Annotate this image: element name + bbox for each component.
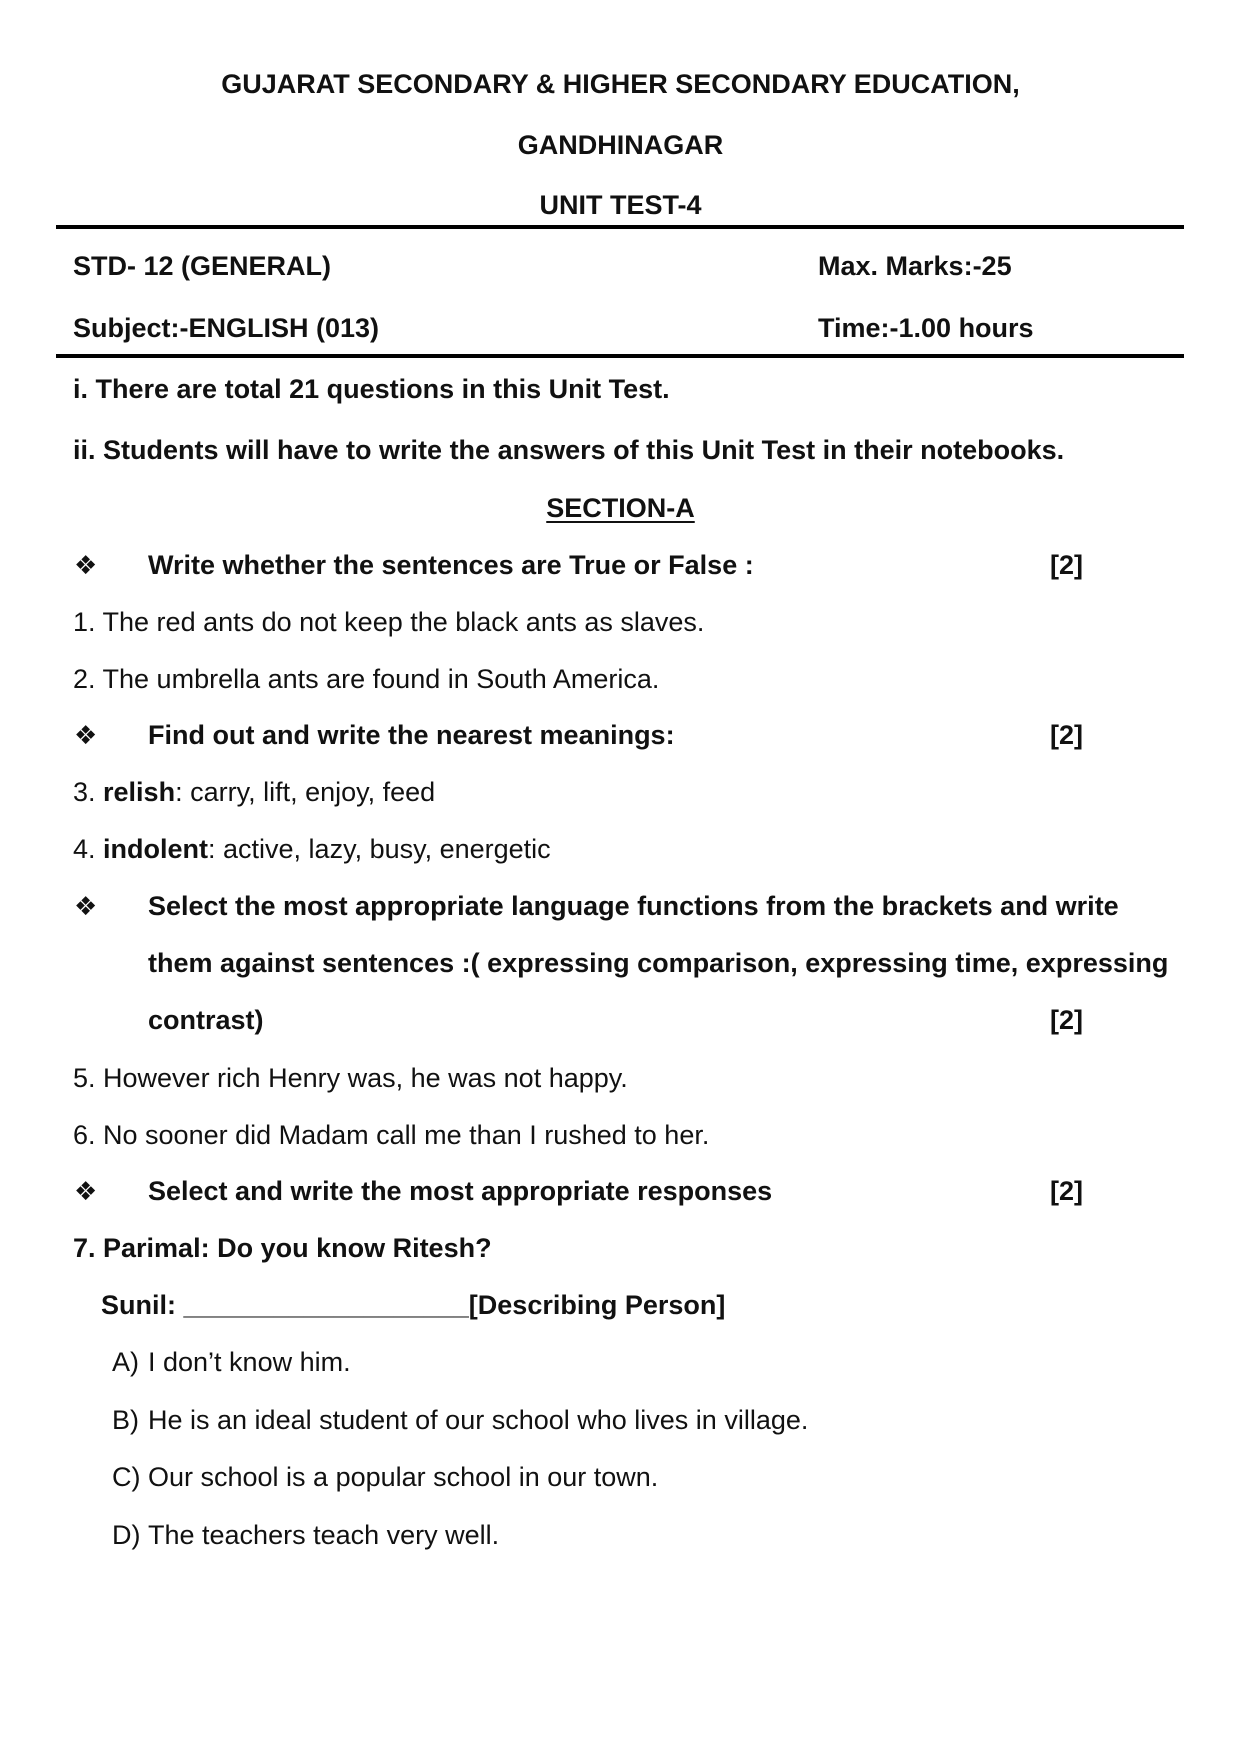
diamond-bullet-icon: ❖ (74, 720, 98, 750)
option-letter: A) (112, 1347, 139, 1377)
diamond-bullet-icon: ❖ (74, 550, 98, 580)
meanings-heading: Find out and write the nearest meanings: (148, 720, 675, 750)
dialogue-question: 7. Parimal: Do you know Ritesh? (73, 1233, 492, 1263)
question-number: 4. (73, 834, 104, 864)
question-item (73, 775, 435, 809)
time-label: Time:-1.00 hours (818, 313, 1034, 343)
section-title (0, 491, 1241, 525)
max-marks-label: Max. Marks:-25 (818, 251, 1012, 281)
true-false-heading: Write whether the sentences are True or False : (148, 550, 754, 580)
option-letter: B) (112, 1405, 139, 1435)
question-item: 1. The red ants do not keep the black ants as slaves. (73, 607, 705, 637)
responses-marks: [2] (1050, 1176, 1083, 1206)
test-title: UNIT TEST-4 (539, 190, 702, 220)
meanings-marks: [2] (1050, 720, 1083, 750)
word-options: : active, lazy, busy, energetic (208, 834, 551, 864)
diamond-bullet-icon: ❖ (74, 1176, 98, 1206)
option-text: Our school is a popular school in our town. (148, 1462, 659, 1492)
question-item: 5. However rich Henry was, he was not happy. (73, 1063, 628, 1093)
diamond-bullet-icon: ❖ (74, 891, 98, 921)
board-city: GANDHINAGAR (517, 130, 724, 160)
word-options: : carry, lift, enjoy, feed (175, 777, 436, 807)
vocabulary-word: indolent (103, 834, 209, 864)
dialogue-prompt: Sunil: ___________________[Describing Person] (101, 1290, 726, 1320)
option-text: The teachers teach very well. (148, 1520, 500, 1550)
subject-label: Subject:-ENGLISH (013) (73, 313, 380, 343)
question-item (73, 832, 551, 866)
question-number: 3. (73, 777, 104, 807)
option-text: I don’t know him. (148, 1347, 351, 1377)
option-text: He is an ideal student of our school who lives in village. (148, 1405, 809, 1435)
vocabulary-word: relish (103, 777, 176, 807)
board-name: GUJARAT SECONDARY & HIGHER SECONDARY EDUCATION, (221, 69, 1020, 99)
instruction-2: ii. Students will have to write the answers of this Unit Test in their notebooks. (73, 435, 1065, 465)
option-letter: C) (112, 1462, 141, 1492)
question-item: 2. The umbrella ants are found in South America. (73, 664, 660, 694)
responses-heading: Select and write the most appropriate responses (148, 1176, 773, 1206)
functions-heading-line-1: Select the most appropriate language functions from the brackets and write (148, 891, 1119, 921)
header-rule-bottom (56, 354, 1184, 358)
header-rule-top (56, 225, 1184, 229)
true-false-marks: [2] (1050, 550, 1083, 580)
option-letter: D) (112, 1520, 141, 1550)
functions-heading-line-3: contrast) (148, 1005, 264, 1035)
section-title-text: SECTION-A (546, 493, 695, 523)
std-label: STD- 12 (GENERAL) (73, 251, 332, 281)
functions-heading-line-2: them against sentences :( expressing comparison, expressing time, expressing (148, 948, 1169, 978)
functions-marks: [2] (1050, 1005, 1083, 1035)
question-item: 6. No sooner did Madam call me than I rushed to her. (73, 1120, 710, 1150)
instruction-1: i. There are total 21 questions in this Unit Test. (73, 374, 670, 404)
